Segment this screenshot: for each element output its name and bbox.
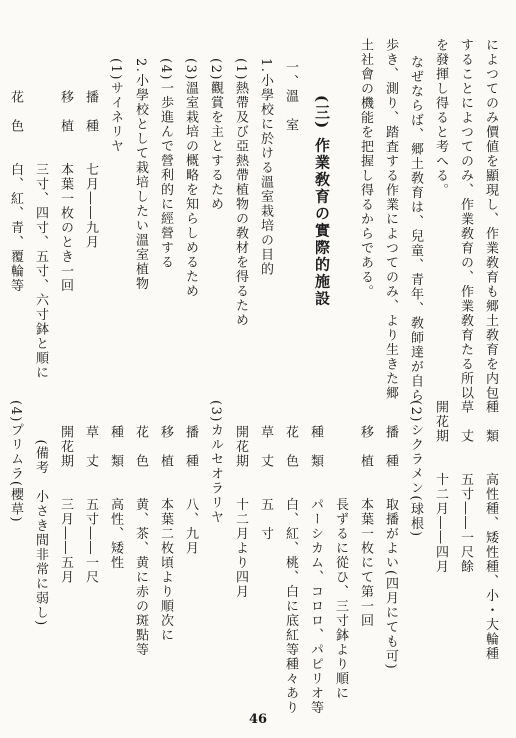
text-line: 移 植 本葉一枚にて第一回 xyxy=(358,425,373,628)
text-line: 開花期 三月――五月 xyxy=(58,425,73,585)
text-line: 種 類 高性、矮性 xyxy=(108,425,123,570)
text-line: (3)カルセオラリヤ xyxy=(208,400,223,525)
subsection-heading: 一、溫 室 xyxy=(283,60,298,133)
text-line: (2)觀賞を主とするため xyxy=(208,58,223,212)
text-line: によつてのみ價値を顯現し、作業敎育も郷土敎育を内包 xyxy=(483,38,498,401)
text-line: なぜならば、郷土敎育は、兒童、青年、敎師達が自ら xyxy=(408,55,423,403)
text-line: 移 植 本葉二枚頃より順次に xyxy=(158,425,173,643)
text-line: 草 丈 五 寸 xyxy=(258,425,273,541)
text-line: (2)シクラメン(球根) xyxy=(408,400,423,538)
text-line: 2.小學校として栽培したい溫室植物 xyxy=(133,58,148,291)
text-line: (4)一歩進んで營利的に經營する xyxy=(158,58,173,270)
text-line: 1.小學校に於ける溫室栽培の目的 xyxy=(258,58,273,277)
text-line: 種 類 パーシカム、コロロ、パピリオ等 xyxy=(308,425,323,715)
text-line: 開花期 十二月――四月 xyxy=(433,400,448,574)
text-line: を發揮し得ると考へる。 xyxy=(433,38,448,198)
text-line: (1)サイネリヤ xyxy=(108,58,123,154)
text-line: 三寸、四寸、五寸、六寸鉢と順に xyxy=(33,90,48,380)
text-line: 開花期 十二月より四月 xyxy=(233,425,248,599)
text-line: することによつてのみ、作業敎育の、作業敎育たる所以 xyxy=(458,38,473,401)
text-line: 播 種 八、九月 xyxy=(183,425,198,556)
text-line: (1)熱帶及び亞熱帶植物の敎材を得るため xyxy=(233,58,248,328)
text-line: 種 類 高性種、矮性種、小・大輪種 xyxy=(483,400,498,661)
text-line: 歩き、測り、踏査する作業によつてのみ、より生きた郷 xyxy=(383,38,398,401)
text-line: 土社會の機能を把握し得るからである。 xyxy=(358,38,373,299)
text-line: (備考 小さき間非常に弱し) xyxy=(33,425,48,627)
text-line: 移 植 本葉一枚のとき一回 xyxy=(58,90,73,293)
text-line: 草 丈 五寸――一尺 xyxy=(83,425,98,585)
text-line: 播 種 取播がよい(四月にても可) xyxy=(383,425,398,671)
text-line: 播 種 七月――九月 xyxy=(83,90,98,250)
section-heading: (三) 作業敎育の實際的施設 xyxy=(313,95,331,308)
text-line: 長ずるに從ひ、三寸鉢より順に xyxy=(333,425,348,701)
text-line: 花 色 黄、茶、黄に赤の斑點等 xyxy=(133,425,148,657)
text-line: (3)溫室栽培の概略を知らしめるため xyxy=(183,58,198,299)
text-line: 花 色 白、紅、青、覆輪等 xyxy=(8,90,23,293)
text-line: (4)プリムラ(櫻草) xyxy=(8,400,23,524)
text-line: 草 丈 五寸――一尺餘 xyxy=(458,400,473,574)
page-number: 46 xyxy=(248,712,268,727)
text-line: 花 色 白、紅、桃、白に底紅等種々あり xyxy=(283,425,298,715)
